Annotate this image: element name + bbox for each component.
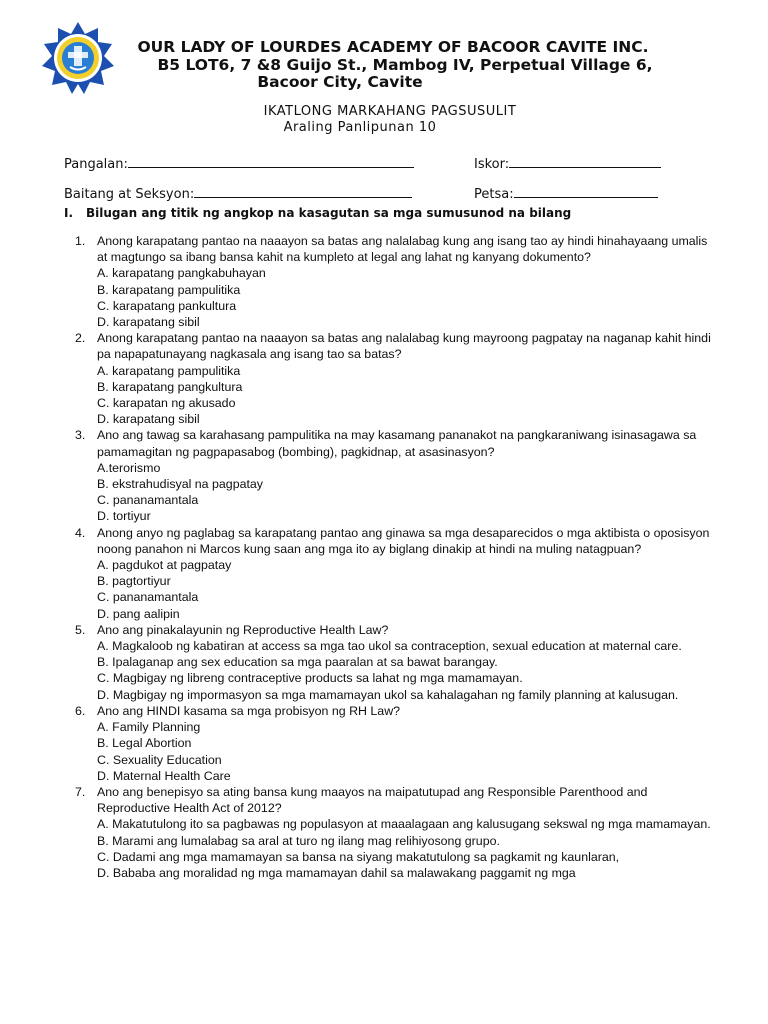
date-blank-line[interactable] xyxy=(514,185,658,198)
score-field[interactable] xyxy=(474,155,661,173)
option-c[interactable]: C. Sexuality Education xyxy=(97,752,222,767)
section-number: I. xyxy=(64,206,74,220)
grade-section-field[interactable] xyxy=(64,185,412,203)
option-a[interactable]: A. karapatang pampulitika xyxy=(97,363,241,378)
question-5 xyxy=(0,622,768,703)
option-b[interactable]: B. pagtortiyur xyxy=(97,574,171,589)
question-stem xyxy=(0,703,768,719)
exam-subject: Araling Panlipunan 10 xyxy=(283,120,437,135)
school-address-line1: B5 LOT6, 7 &8 Guijo St., Mambog IV, Perpetual Village 6, xyxy=(157,56,653,74)
option-a[interactable]: A. Family Planning xyxy=(97,720,201,735)
score-label: Iskor: xyxy=(474,157,510,172)
question-stem xyxy=(0,330,768,362)
option-d[interactable]: D. tortiyur xyxy=(97,509,151,524)
question-number: 4. xyxy=(75,525,86,540)
question-number: 5. xyxy=(75,622,86,637)
option-b[interactable]: B. Marami ang lumalabag sa aral at turo ng ilang mag relihiyosong grupo. xyxy=(97,833,500,848)
grade-section-label: Baitang at Seksyon: xyxy=(64,187,195,202)
question-text: Ano ang benepisyo sa ating bansa kung maayos na maipatutupad ang Responsible Parenthood and Reproductive Health Act of 2012? xyxy=(97,784,648,816)
option-d[interactable]: D. karapatang sibil xyxy=(97,412,200,427)
question-number: 3. xyxy=(75,428,86,443)
date-label: Petsa: xyxy=(474,187,514,202)
question-text: Ano ang HINDI kasama sa mga probisyon ng RH Law? xyxy=(97,703,401,718)
option-d[interactable]: D. pang aalipin xyxy=(97,606,180,621)
option-a[interactable]: A. Makatutulong ito sa pagbawas ng populasyon at maaalagaan ang kalusugang sekswal ng mga mamamayan. xyxy=(97,817,711,832)
question-number: 1. xyxy=(75,234,86,248)
question-text: Anong anyo ng paglabag sa karapatang pantao ang ginawa sa mga desaparecidos o mga aktibista o oposisyon noong panahon ni Marcos kung saan ang mga ito ay biglang dinakip at hindi na muling natagpuan? xyxy=(97,525,710,556)
option-d[interactable]: D. karapatang sibil xyxy=(97,315,200,330)
option-a[interactable]: A. pagdukot at pagpatay xyxy=(97,558,232,573)
name-label: Pangalan: xyxy=(64,157,128,172)
name-blank-line[interactable] xyxy=(128,155,414,168)
option-a[interactable]: A. Magkaloob ng kabatiran at access sa mga tao ukol sa contraception, sexual education at maternal care. xyxy=(97,639,682,654)
question-3 xyxy=(0,427,768,524)
question-stem xyxy=(0,525,768,557)
school-address-line2: Bacoor City, Cavite xyxy=(257,73,423,91)
section-heading xyxy=(64,205,571,221)
option-b[interactable]: B. ekstrahudisyal na pagpatay xyxy=(97,477,264,492)
option-b[interactable]: B. Legal Abortion xyxy=(97,736,192,751)
option-b[interactable]: B. karapatang pampulitika xyxy=(97,282,241,297)
option-c[interactable]: C. karapatang pankultura xyxy=(97,298,237,313)
question-number: 6. xyxy=(75,703,86,718)
school-name: OUR LADY OF LOURDES ACADEMY OF BACOOR CAVITE INC. xyxy=(137,38,649,56)
question-number: 7. xyxy=(75,784,86,799)
option-c[interactable]: C. Magbigay ng libreng contraceptive products sa lahat ng mga mamamayan. xyxy=(97,671,523,686)
question-1 xyxy=(0,233,768,330)
grade-section-blank-line[interactable] xyxy=(194,185,412,198)
question-text: Anong karapatang pantao na naaayon sa batas ang nalalabag kung ang isang tao ay hindi hinahayaang umalis at magtungo sa ibang bansa kahit na kumpleto at legal ang lahat ng kanyang dokumento? xyxy=(97,234,708,265)
question-text: Ano ang tawag sa karahasang pampulitika na may kasamang pananakot na pangkaraniwang isinasagawa sa pamamagitan ng pagpapasabog (bombing), pagkidnap, at asasinasyon? xyxy=(97,428,697,459)
question-4 xyxy=(0,525,768,622)
question-stem xyxy=(0,233,768,265)
option-d[interactable]: D. Bababa ang moralidad ng mga mamamayan dahil sa malawakang paggamit ng mga xyxy=(97,865,576,880)
question-stem xyxy=(0,427,768,459)
question-stem xyxy=(0,622,768,638)
option-d[interactable]: D. Magbigay ng impormasyon sa mga mamamayan ukol sa kahalagahan ng family planning at kalusugan. xyxy=(97,687,679,702)
option-b[interactable]: B. Ipalaganap ang sex education sa mga paaralan at sa bawat barangay. xyxy=(97,655,498,670)
option-a[interactable]: A.terorismo xyxy=(97,460,161,475)
option-c[interactable]: C. karapatan ng akusado xyxy=(97,396,236,411)
question-text: Anong karapatang pantao na naaayon sa batas ang nalalabag kung mayroong pagpatay na naganap kahit hindi pa napapatunayang nagkasala ang isang tao sa batas? xyxy=(97,331,711,362)
option-d[interactable]: D. Maternal Health Care xyxy=(97,768,231,783)
option-c[interactable]: C. Dadami ang mga mamamayan sa bansa na siyang makatutulong sa pagkamit ng kaunlaran, xyxy=(97,849,620,864)
section-instruction: Bilugan ang titik ng angkop na kasagutan sa mga sumusunod na bilang xyxy=(86,206,572,220)
question-stem xyxy=(0,784,768,816)
question-list xyxy=(0,233,768,881)
question-number: 2. xyxy=(75,331,86,346)
option-a[interactable]: A. karapatang pangkabuhayan xyxy=(97,266,266,281)
option-b[interactable]: B. karapatang pangkultura xyxy=(97,379,243,394)
option-c[interactable]: C. pananamantala xyxy=(97,590,199,605)
exam-title: IKATLONG MARKAHANG PAGSUSULIT xyxy=(263,104,517,119)
name-field[interactable] xyxy=(64,155,414,173)
score-blank-line[interactable] xyxy=(509,155,661,168)
question-2 xyxy=(0,330,768,427)
date-field[interactable] xyxy=(474,185,658,203)
question-text: Ano ang pinakalayunin ng Reproductive Health Law? xyxy=(97,622,389,637)
question-6 xyxy=(0,703,768,784)
option-c[interactable]: C. pananamantala xyxy=(97,493,199,508)
question-7 xyxy=(0,784,768,881)
